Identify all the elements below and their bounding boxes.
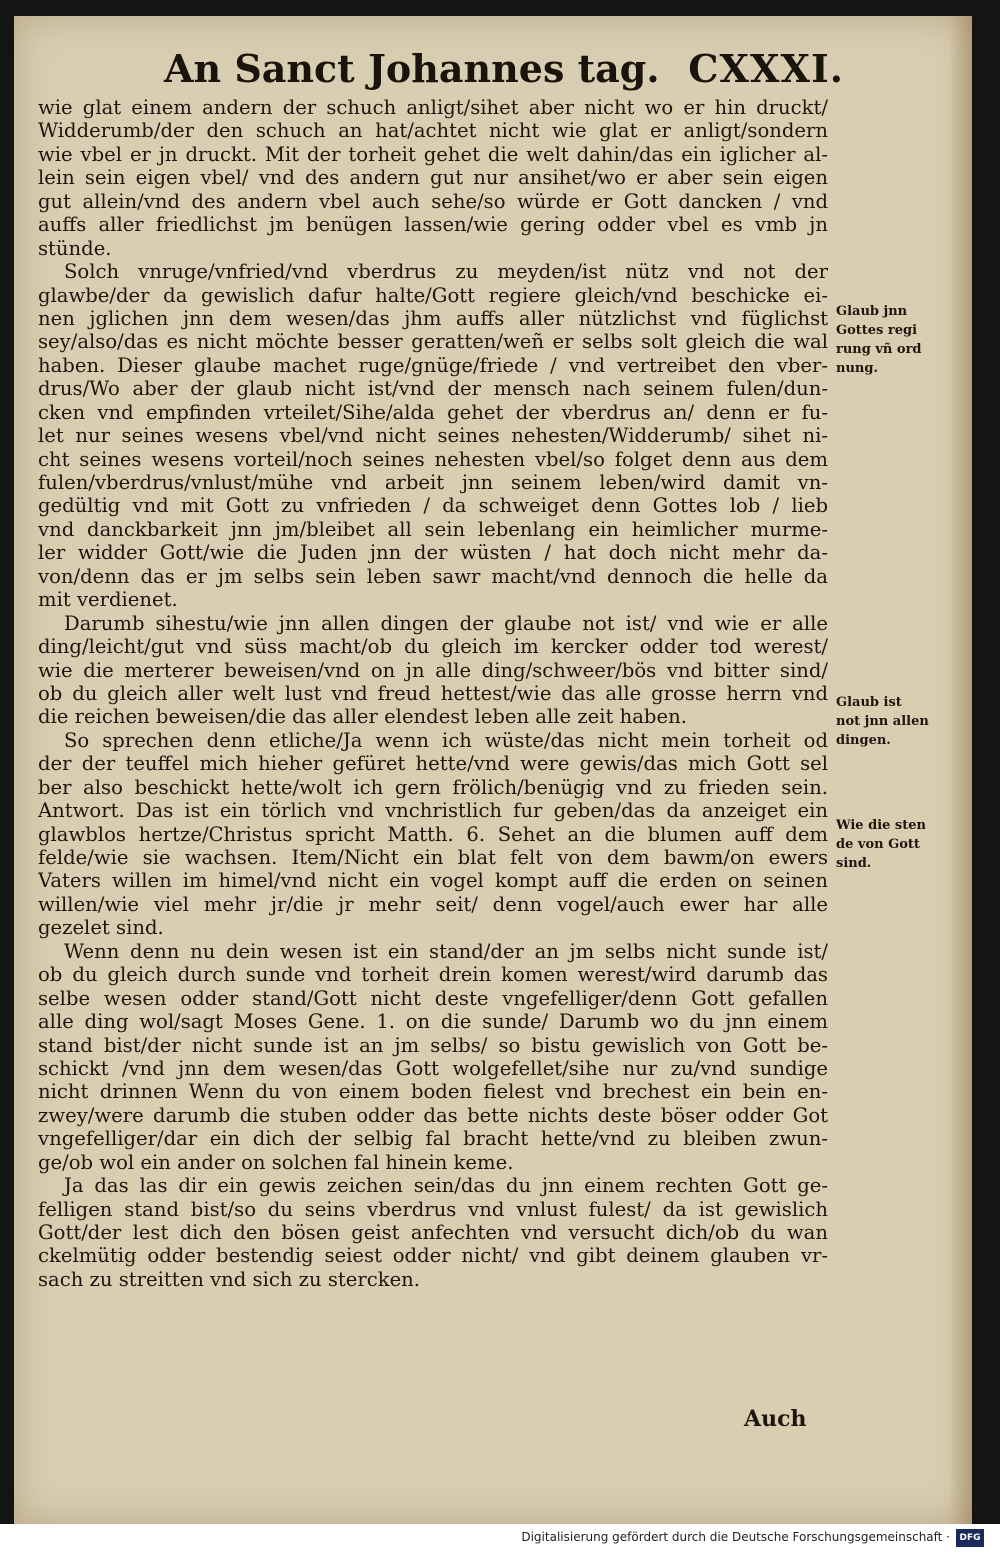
margin-gloss xyxy=(836,302,948,378)
text-line: Antwort. Das ist ein törlich vnd vnchristlich fur geben/das da anzeiget ein xyxy=(38,799,828,823)
text-line: stand bist/der nicht sunde ist an jm selbs/ so bistu gewislich von Gott be- xyxy=(38,1033,828,1057)
dfg-logo: DFG xyxy=(956,1529,984,1547)
text-line: ob du gleich durch sunde vnd torheit drein komen werest/wird darumb das xyxy=(38,963,828,987)
text-line: glawblos hertze/Christus spricht Matth. 6. Sehet an die blumen auff dem xyxy=(38,822,828,846)
footer-bar xyxy=(0,1524,1000,1555)
text-line: Vaters willen im himel/vnd nicht ein vogel kompt auff die erden on seinen xyxy=(38,869,828,893)
text-line: nen jglichen jnn dem wesen/das jhm auffs aller nützlichst vnd füglichst xyxy=(38,306,828,330)
catchword: Auch xyxy=(744,1406,807,1432)
funding-credit: Digitalisierung gefördert durch die Deutsche Forschungsgemeinschaft · xyxy=(521,1530,950,1544)
gloss-line: Gottes regi xyxy=(836,323,918,338)
text-line: alle ding wol/sagt Moses Gene. 1. on die sunde/ Darumb wo du jnn einem xyxy=(38,1010,828,1034)
text-body xyxy=(38,96,828,1291)
text-line: wie vbel er jn druckt. Mit der torheit gehet die welt dahin/das ein iglicher al- xyxy=(38,142,828,166)
text-line: nicht drinnen Wenn du von einem boden fielest vnd brechest ein bein en- xyxy=(38,1080,828,1104)
text-line: der der teuffel mich hieher gefüret hette/vnd were gewis/das mich Gott sel xyxy=(38,752,828,776)
text-line: stünde. xyxy=(38,236,112,260)
text-line: Gott/der lest dich den bösen geist anfechten vnd versucht dich/ob du wan xyxy=(38,1221,828,1244)
text-line: ge/ob wol ein ander on solchen fal hinein keme. xyxy=(38,1150,514,1174)
text-line: ber also beschickt hette/wolt ich gern frölich/benügig vnd zu frieden sein. xyxy=(38,775,828,799)
text-line: cken vnd empfinden vrteilet/Sihe/alda gehet der vberdrus an/ denn er fu- xyxy=(38,400,828,424)
text-line: willen/wie viel mehr jr/die jr mehr seit/ denn vogel/auch ewer har alle xyxy=(38,892,828,916)
text-line: felde/wie sie wachsen. Item/Nicht ein blat felt von dem bawm/on ewers xyxy=(38,846,828,869)
text-line: Wenn denn nu dein wesen ist ein stand/der an jm selbs nicht sunde ist/ xyxy=(64,939,828,963)
gloss-line: de von Gott xyxy=(836,837,920,852)
gloss-line: dingen. xyxy=(836,733,891,748)
text-line: vnd danckbarkeit jnn jm/bleibet all sein lebenlang ein heimlicher murme- xyxy=(38,517,828,541)
text-line: drus/Wo aber der glaub nicht ist/vnd der mensch nach seinem fulen/dun- xyxy=(38,377,828,401)
text-line: gut allein/vnd des andern vbel auch sehe/so würde er Gott dancken / vnd xyxy=(38,189,828,213)
gloss-line: nung. xyxy=(836,361,878,376)
text-line: ckelmütig odder bestendig seiest odder nicht/ vnd gibt deinem glauben vr- xyxy=(38,1244,828,1268)
text-line: felligen stand bist/so du seins vberdrus vnd vnlust fulest/ da ist gewislich xyxy=(38,1197,828,1221)
gloss-line: sind. xyxy=(836,856,872,871)
text-line: Ja das las dir ein gewis zeichen sein/das du jnn einem rechten Gott ge- xyxy=(64,1174,828,1198)
text-line: ler widder Gott/wie die Juden jnn der wüsten / hat doch nicht mehr da- xyxy=(38,541,828,565)
text-line: fulen/vberdrus/vnlust/mühe vnd arbeit jnn seinem leben/wird damit vn- xyxy=(38,471,828,494)
text-line: auffs aller friedlichst jm benügen lassen/wie gering odder vbel es vmb jn xyxy=(38,213,828,237)
margin-gloss xyxy=(836,693,948,750)
gloss-line: rung vñ ord xyxy=(836,342,922,357)
running-header xyxy=(164,46,844,102)
text-line: gedültig vnd mit Gott zu vnfrieden / da schweiget denn Gottes lob / lieb xyxy=(38,494,828,518)
text-line: glawbe/der da gewislich dafur halte/Gott regiere gleich/vnd beschicke ei- xyxy=(38,283,828,307)
gloss-line: Glaub jnn xyxy=(836,304,908,319)
text-line: ob du gleich aller welt lust vnd freud hettest/wie das alle grosse herrn vnd xyxy=(38,681,828,705)
text-line: die reichen beweisen/die das aller elendest leben alle zeit haben. xyxy=(38,705,687,729)
gloss-line: Wie die sten xyxy=(836,818,926,833)
text-line: von/denn das er jm selbs sein leben sawr macht/vnd dennoch die helle da xyxy=(38,564,828,588)
text-line: zwey/were darumb die stuben odder das bette nichts deste böser odder Got xyxy=(38,1103,828,1127)
gloss-line: not jnn allen xyxy=(836,714,929,729)
text-line: wie die merterer beweisen/vnd on jn alle ding/schweer/bös vnd bitter sind/ xyxy=(38,658,828,682)
text-line: ding/leicht/gut vnd süss macht/ob du gleich im kercker odder tod werest/ xyxy=(38,635,828,659)
text-line: gezelet sind. xyxy=(38,916,164,940)
text-line: sey/also/das es nicht möchte besser geratten/weñ er selbs solt gleich die wal xyxy=(38,330,828,354)
text-line: cht seines wesens vorteil/noch seines nehesten vbel/so folget denn aus dem xyxy=(38,447,828,471)
text-line: mit verdienet. xyxy=(38,588,178,612)
running-title: An Sanct Johannes tag. xyxy=(164,46,660,91)
text-line: haben. Dieser glaube machet ruge/gnüge/friede / vnd vertreibet den vber- xyxy=(38,353,828,377)
text-line: vngefelliger/dar ein dich der selbig fal bracht hette/vnd zu bleiben zwun- xyxy=(38,1127,828,1151)
gloss-line: Glaub ist xyxy=(836,695,902,710)
margin-gloss xyxy=(836,816,948,873)
text-line: So sprechen denn etliche/Ja wenn ich wüste/das nicht mein torheit od xyxy=(64,728,828,752)
text-line: schickt /vnd jnn dem wesen/das Gott wolgefellet/sihe nur zu/vnd sundige xyxy=(38,1056,828,1080)
text-line: Widderumb/der den schuch an hat/achtet nicht wie glat er anligt/sondern xyxy=(38,119,828,143)
text-line: Darumb sihestu/wie jnn allen dingen der glaube not ist/ vnd wie er alle xyxy=(64,611,828,635)
text-line: sach zu streitten vnd sich zu stercken. xyxy=(38,1267,421,1291)
text-line: selbe wesen odder stand/Gott nicht deste vngefelliger/denn Gott gefallen xyxy=(38,986,828,1010)
text-line: Solch vnruge/vnfried/vnd vberdrus zu meyden/ist nütz vnd not der xyxy=(64,260,828,284)
text-line: wie glat einem andern der schuch anligt/sihet aber nicht wo er hin druckt/ xyxy=(38,96,828,119)
text-line: let nur seines wesens vbel/vnd nicht seines nehesten/Widderumb/ sihet ni- xyxy=(38,424,828,448)
folio-number: CXXXI. xyxy=(688,46,844,91)
text-line: lein sein eigen vbel/ vnd des andern gut nur ansihet/wo er aber sein eigen xyxy=(38,166,828,190)
book-page xyxy=(14,16,972,1524)
